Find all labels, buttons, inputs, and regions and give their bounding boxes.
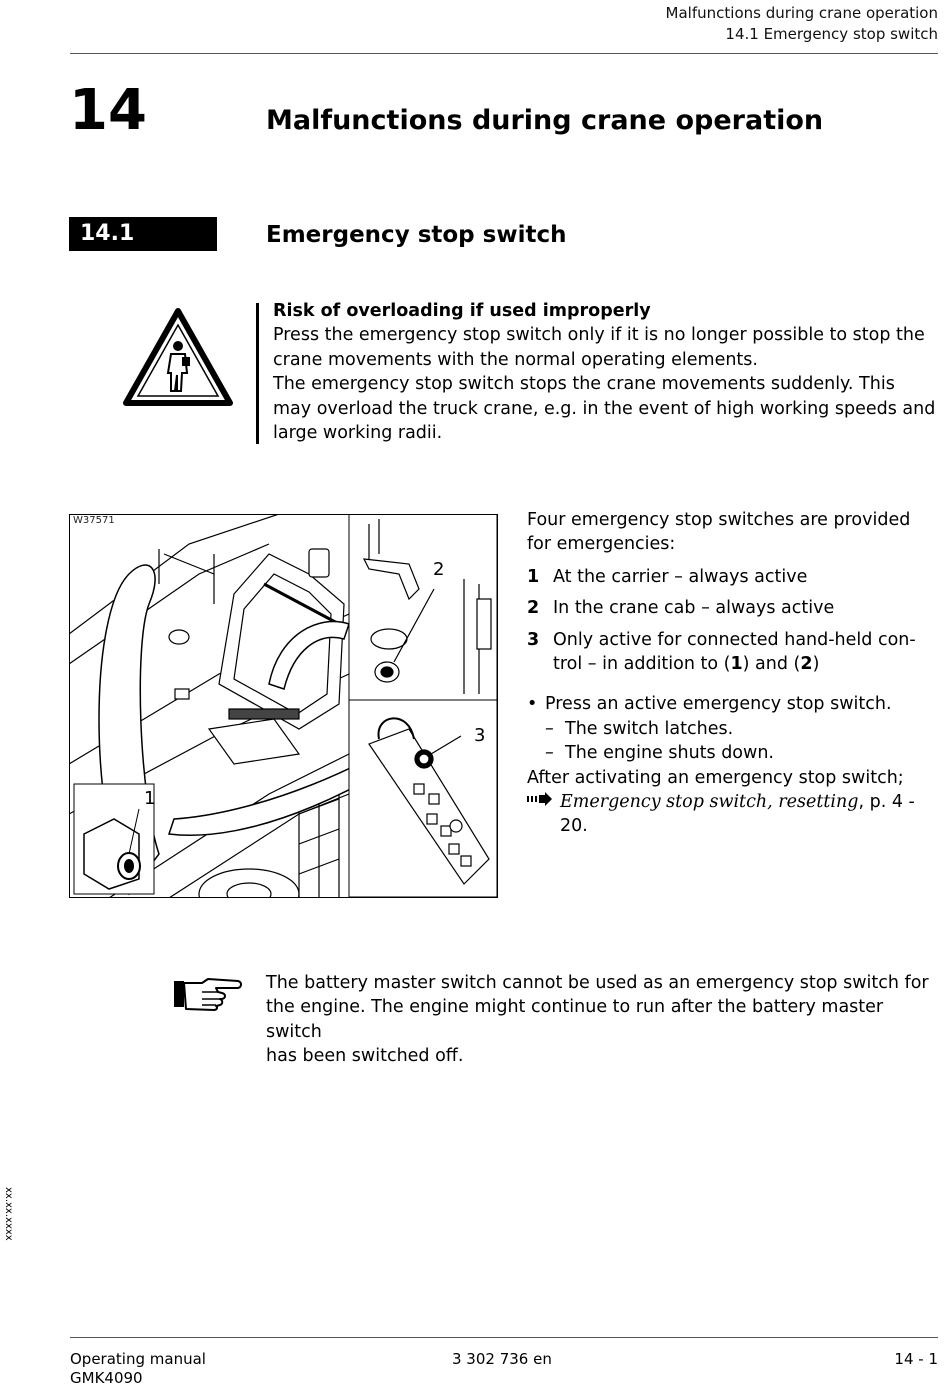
list-item (527, 565, 942, 589)
action-text: Press an active emergency stop switch. (545, 694, 892, 715)
list-item (527, 628, 942, 677)
running-header (666, 3, 938, 45)
item-reference: 2 (800, 654, 813, 675)
footer-doc-number: 3 302 736 en (452, 1350, 552, 1368)
footer-page-number: 14 - 1 (894, 1350, 938, 1368)
item-text-line: trol – in addition to ( (553, 654, 731, 675)
chapter-title: Malfunctions during crane operation (266, 105, 824, 136)
footer-model: GMK4090 (70, 1369, 143, 1387)
footer-left (70, 1350, 206, 1388)
warning-line: may overload the truck crane, e.g. in the event of high working speeds and (273, 398, 936, 419)
section-title: Emergency stop switch (266, 222, 567, 248)
item-text-line: ) (812, 654, 820, 675)
header-chapter: Malfunctions during crane operation (665, 4, 938, 22)
header-rule (70, 53, 938, 54)
figure-id: W37571 (73, 515, 115, 526)
callout-label: 2 (433, 559, 445, 580)
switch-list (527, 565, 942, 677)
after-text: After activating an emergency stop switch; (527, 767, 904, 788)
item-number: 1 (527, 566, 540, 587)
note-line: the engine. The engine might continue to run after the battery master switch (266, 997, 884, 1042)
item-number: 3 (527, 629, 540, 650)
action-step (527, 692, 942, 716)
intro-text: for emergencies: (527, 534, 676, 555)
emergency-stop-description (527, 508, 942, 839)
header-section: 14.1 Emergency stop switch (725, 25, 938, 43)
note-text (266, 971, 942, 1069)
result-text: The engine shuts down. (565, 743, 774, 764)
callout-label: 3 (474, 725, 486, 746)
note-line: The battery master switch cannot be used as an emergency stop switch for (266, 973, 929, 993)
item-text: In the crane cab – always active (553, 598, 835, 619)
warning-line: large working radii. (273, 423, 443, 444)
cross-reference-arrow-icon (527, 790, 560, 839)
warning-line: The emergency stop switch stops the crane movements suddenly. This (273, 374, 895, 395)
result-text: The switch latches. (565, 718, 734, 739)
callout-label: 1 (144, 788, 156, 809)
dash-icon: – (545, 718, 554, 739)
warning-heading: Risk of overloading if used improperly (273, 301, 651, 321)
cross-reference-title[interactable]: Emergency stop switch, resetting (560, 792, 859, 813)
footer-rule (70, 1337, 938, 1338)
item-reference: 1 (730, 654, 743, 675)
bullet-icon: • (527, 694, 538, 715)
warning-bar (256, 303, 259, 444)
dash-icon: – (545, 743, 554, 764)
item-text: At the carrier – always active (553, 566, 808, 587)
crushing-hazard-warning-icon (122, 305, 234, 409)
intro-text: Four emergency stop switches are provided (527, 510, 911, 530)
result-item (527, 741, 942, 765)
note-line: has been switched off. (266, 1046, 464, 1067)
cross-reference-page: , p. 4 - 20. (560, 792, 915, 837)
chapter-number: 14 (69, 78, 147, 143)
item-number: 2 (527, 598, 540, 619)
warning-line: Press the emergency stop switch only if it is no longer possible to stop the (273, 325, 925, 346)
item-text-line: Only active for connected hand-held con- (553, 629, 916, 650)
side-code (2, 1187, 16, 1242)
item-text-line: ) and ( (742, 654, 801, 675)
warning-text (273, 299, 943, 445)
pointing-hand-note-icon (172, 975, 242, 1013)
list-item (527, 596, 942, 620)
warning-line: crane movements with the normal operating elements. (273, 349, 758, 370)
result-item (527, 717, 942, 741)
footer-manual: Operating manual (70, 1350, 206, 1368)
section-number-box: 14.1 (69, 217, 217, 251)
side-code-text: xx.xx.xxxx (3, 1187, 14, 1241)
item-text (553, 628, 916, 677)
cross-reference[interactable] (527, 790, 942, 839)
